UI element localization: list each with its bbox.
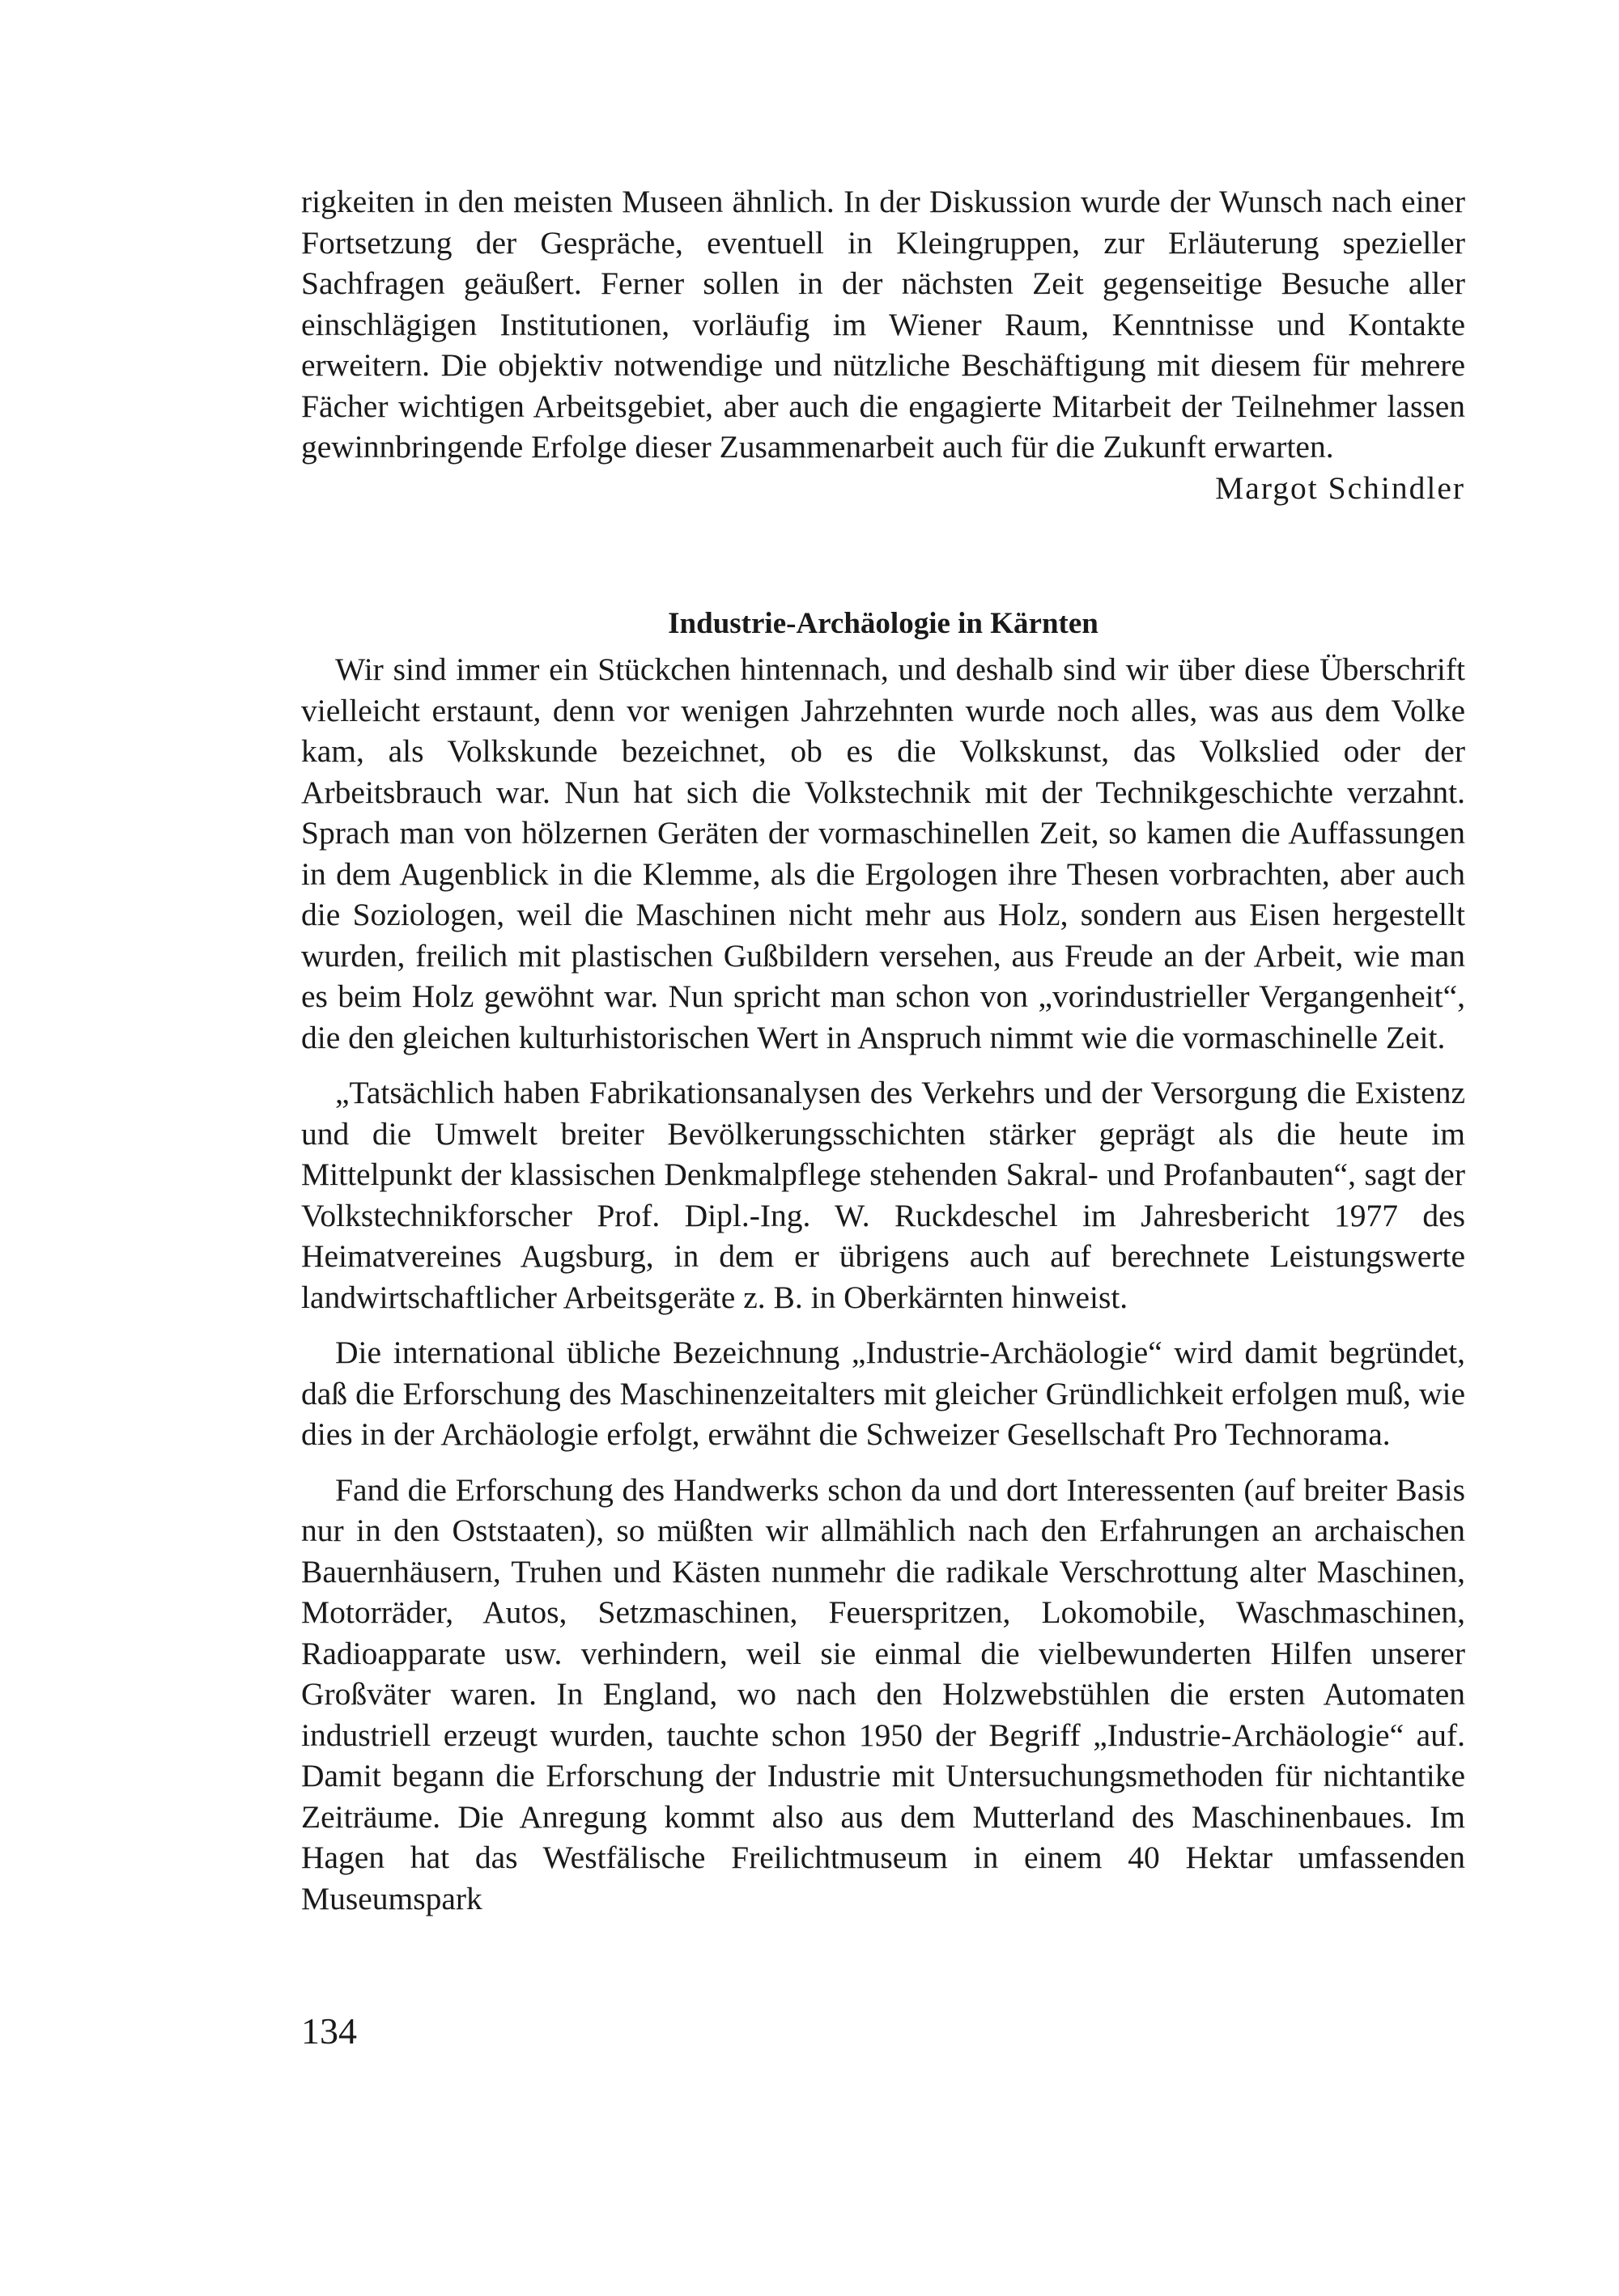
- article-paragraph-4: Fand die Erforschung des Handwerks schon da und dort Interessenten (auf breiter Basis nur in den Oststaaten), so müßten wir allmählich nach den Erfahrungen an archaischen Bauernhäusern, Truhen und Kästen nunmehr die radikale Verschrottung alter Maschinen, Motorräder, Autos, Setzmaschinen, Feuerspritzen, Lokomobile, Waschmaschinen, Radioapparate usw. verhindern, weil sie einmal die vielbewunderten Hilfen unserer Großväter waren. In England, wo nach den Holzwebstühlen die ersten Automaten industriell erzeugt wurden, tauchte schon 1950 der Begriff „Industrie-Archäologie“ auf. Damit begann die Erforschung der Industrie mit Untersuchungsmethoden für nichtantike Zeiträume. Die Anregung kommt also aus dem Mutterland des Maschinenbaues. Im Hagen hat das Westfälische Freilichtmuseum in einem 40 Hektar umfassenden Museumspark: [301, 1471, 1465, 1916]
- article-paragraph-3: Die international übliche Bezeichnung „Industrie-Archäologie“ wird damit begründet, daß die Erforschung des Maschinenzeitalters mit gleicher Gründlichkeit erfolgen muß, wie dies in der Archäologie erfolgt, erwähnt die Schweizer Gesellschaft Pro Technorama.: [301, 1335, 1465, 1452]
- article-continuation-paragraph: rigkeiten in den meisten Museen ähnlich. In der Diskussion wurde der Wunsch nach einer Fortsetzung der Gespräche, eventuell in Kleingruppen, zur Erläuterung spezieller Sachfragen geäußert. Ferner sollen in der nächsten Zeit gegenseitige Besuche aller einschlägigen Institutionen, vorläufig im Wiener Raum, Kenntnisse und Kontakte erweitern. Die objektiv notwendige und nützliche Beschäftigung mit diesem für mehrere Fächer wichtigen Arbeitsgebiet, aber auch die engagierte Mitarbeit der Teilnehmer lassen gewinnbringende Erfolge dieser Zusammenarbeit auch für die Zukunft erwarten.: [301, 184, 1465, 465]
- page-body: [301, 181, 1465, 1919]
- article-paragraph-2: „Tatsächlich haben Fabrikationsanalysen des Verkehrs und der Versorgung die Existenz und die Umwelt breiter Bevölkerungsschichten stärker geprägt als die heute im Mittelpunkt der klassischen Denkmalpflege stehenden Sakral- und Profanbauten“, sagt der Volkstechnikforscher Prof. Dipl.-Ing. W. Ruckdeschel im Jahresbericht 1977 des Heimatvereines Augsburg, in dem er übrigens auch auf berechnete Leistungswerte landwirtschaftlicher Arbeitsgeräte z. B. in Oberkärnten hinweist.: [301, 1075, 1465, 1315]
- page-number: 134: [301, 2010, 357, 2052]
- article-paragraph-1: Wir sind immer ein Stückchen hintennach, und deshalb sind wir über diese Überschrift vielleicht erstaunt, denn vor wenigen Jahrzehnten wurde noch alles, was aus dem Volke kam, als Volkskunde bezeichnet, ob es die Volkskunst, das Volkslied oder der Arbeitsbrauch war. Nun hat sich die Volkstechnik mit der Technikgeschichte verzahnt. Sprach man von hölzernen Geräten der vormaschinellen Zeit, so kamen die Auffassungen in dem Augenblick in die Klemme, als die Ergologen ihre Thesen vorbrachten, aber auch die Soziologen, weil die Maschinen nicht mehr aus Holz, sondern aus Eisen hergestellt wurden, freilich mit plastischen Gußbildern versehen, aus Freude an der Arbeit, wie man es beim Holz gewöhnt war. Nun spricht man schon von „vorindustrieller Vergangenheit“, die den gleichen kulturhistorischen Wert in Anspruch nimmt wie die vormaschinelle Zeit.: [301, 651, 1465, 1055]
- article-heading: Industrie-Archäologie in Kärnten: [668, 607, 1098, 640]
- author-signature: Margot Schindler: [1215, 469, 1465, 506]
